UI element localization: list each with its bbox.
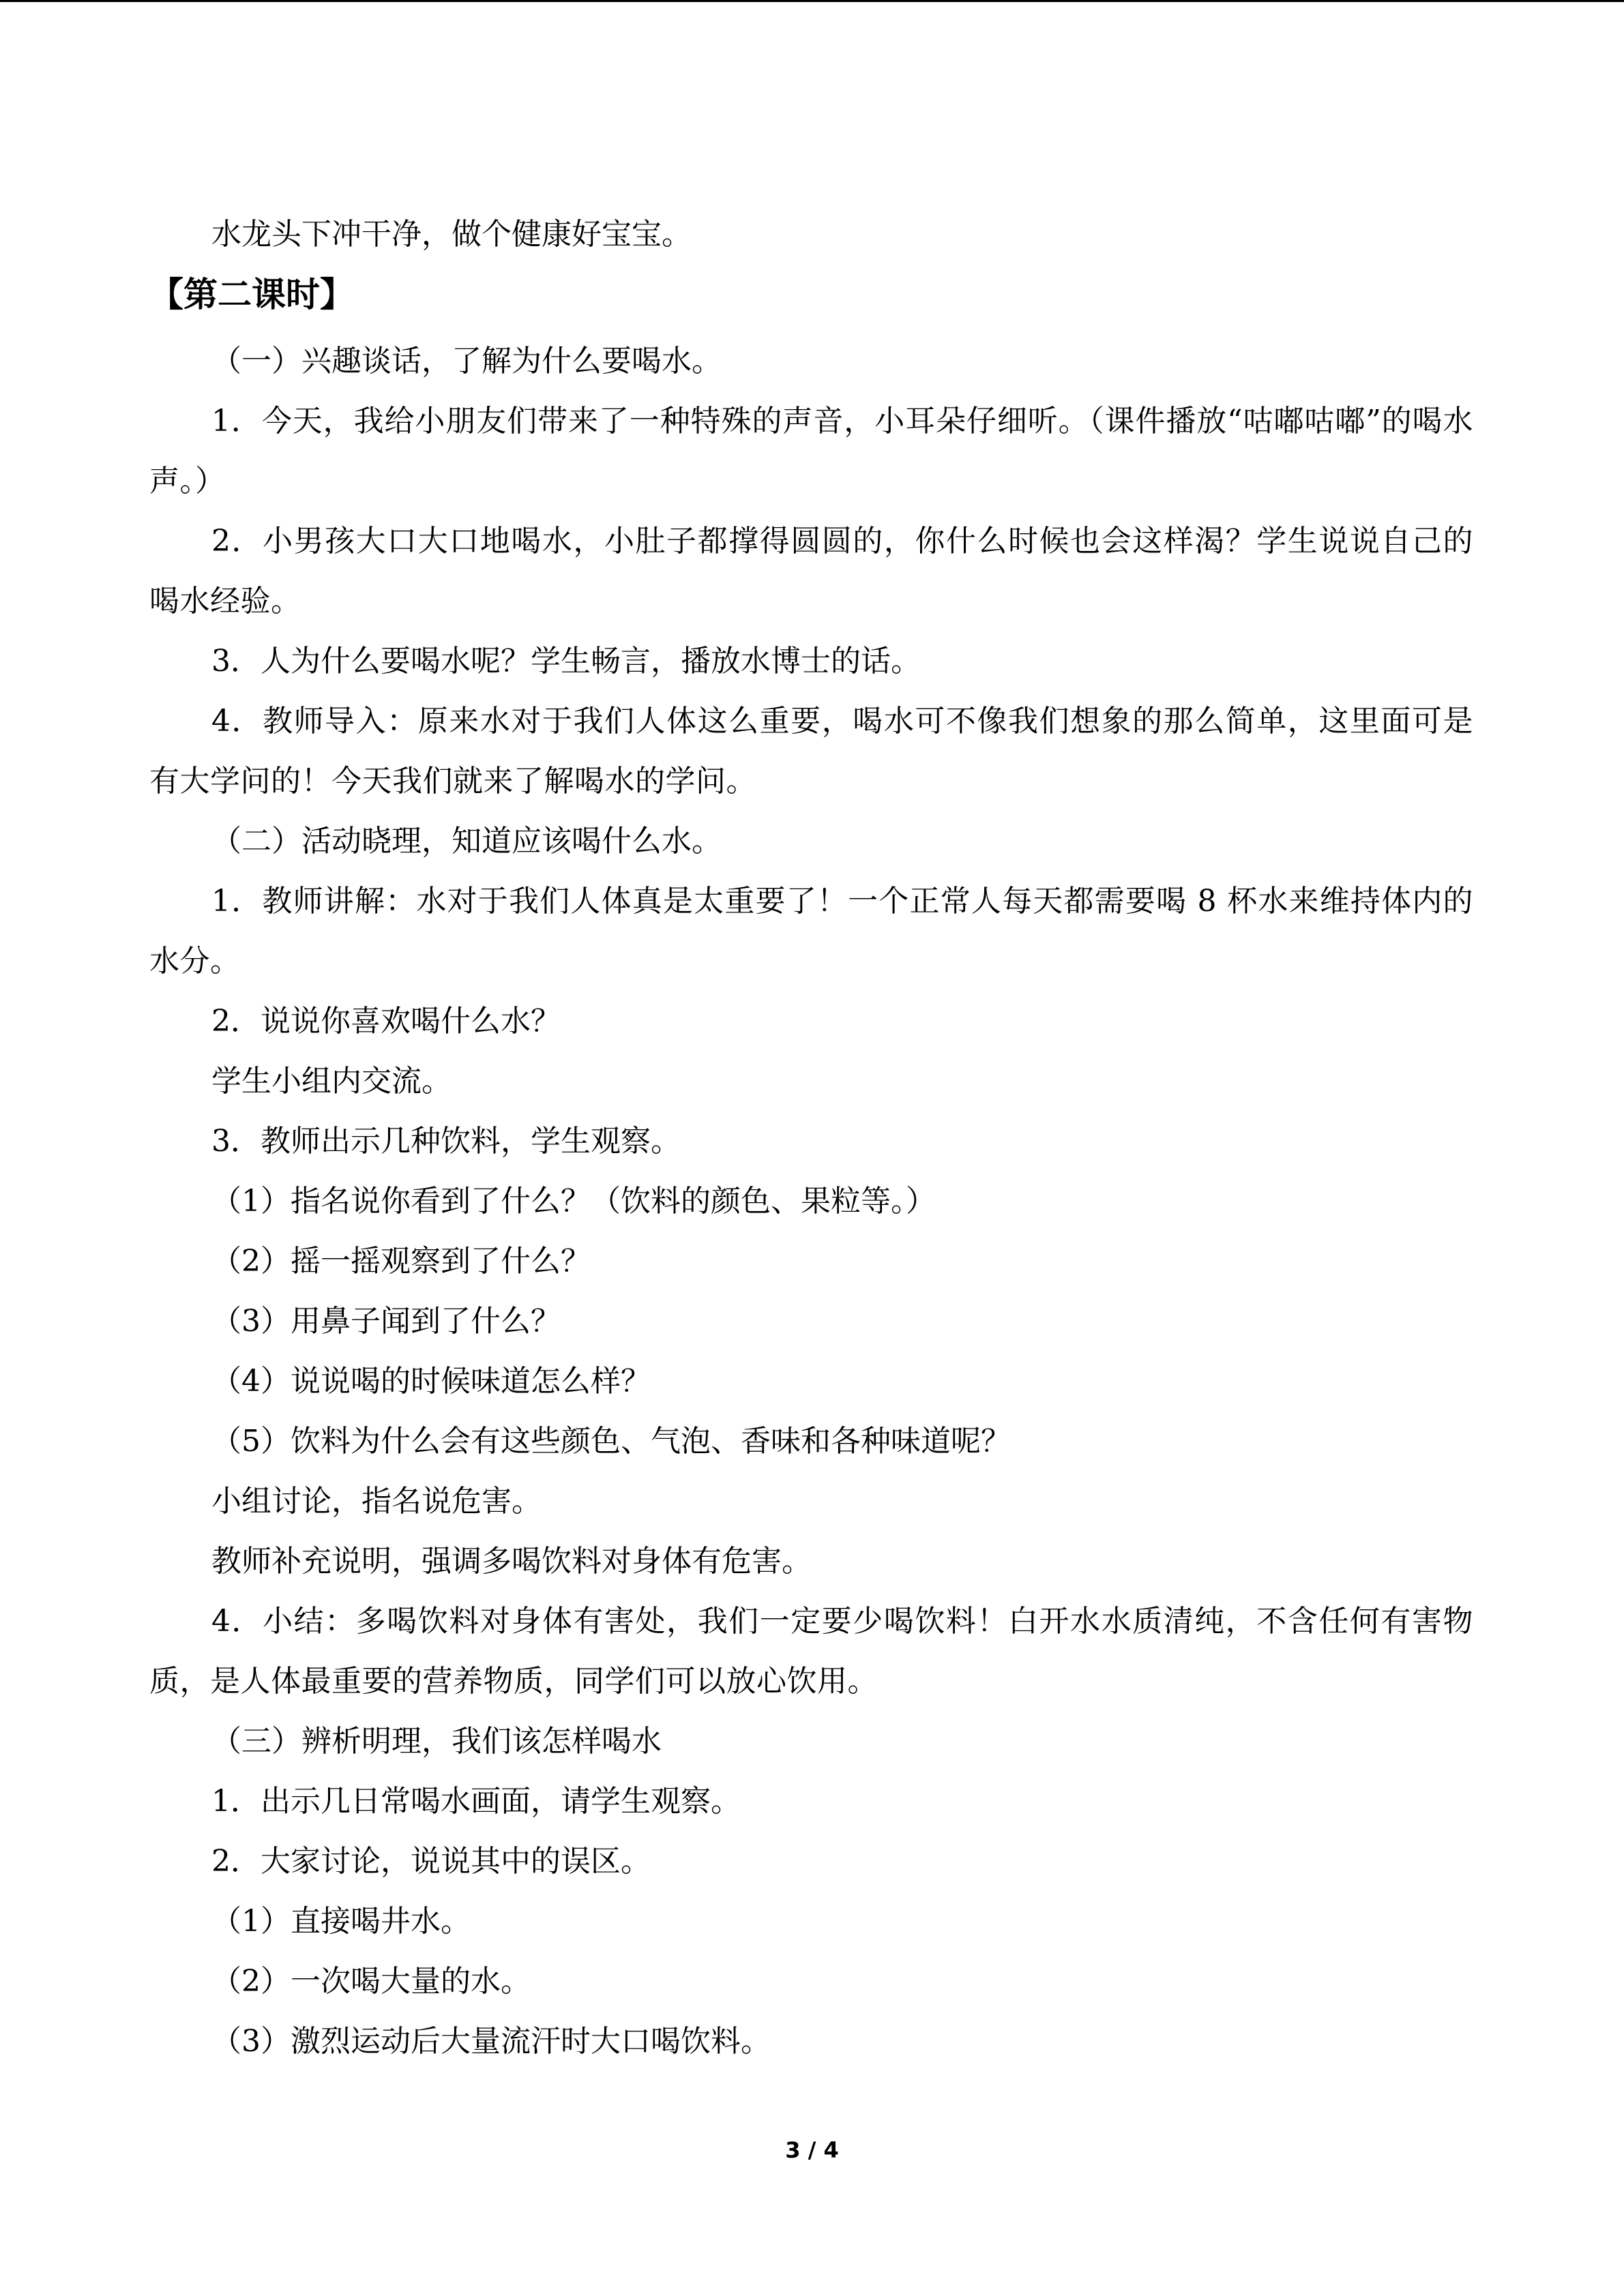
paragraph: 1．出示几日常喝水画面，请学生观察。 <box>211 1784 741 1819</box>
paragraph: 4．小结：多喝饮料对身体有害处，我们一定要少喝饮料！白开水水质清纯，不含任何有害物质，是人体最重要的营养物质，同学们可以放心饮用。 <box>149 1604 1473 1699</box>
list-item: （1）直接喝井水。 <box>211 1904 471 1939</box>
list-item: （5）饮料为什么会有这些颜色、气泡、香味和各种味道呢？ <box>211 1424 1011 1459</box>
paragraph: 2．小男孩大口大口地喝水，小肚子都撑得圆圆的，你什么时候也会这样渴？学生说说自己的喝水经验。 <box>149 524 1473 618</box>
subsection-title: （三）辨析明理，我们该怎样喝水 <box>211 1724 662 1759</box>
list-item: （1）指名说你看到了什么？（饮料的颜色、果粒等。） <box>211 1184 936 1219</box>
paragraph: 1．今天，我给小朋友们带来了一种特殊的声音，小耳朵仔细听。（课件播放“咕嘟咕嘟”的喝水声。） <box>149 404 1473 498</box>
section-heading: 【第二课时】 <box>149 275 354 314</box>
list-item: （2）一次喝大量的水。 <box>211 1964 531 1999</box>
list-item: （3）用鼻子闻到了什么？ <box>211 1304 561 1339</box>
subsection-title: （一）兴趣谈话，了解为什么要喝水。 <box>211 344 722 378</box>
page-number: 3 / 4 <box>785 2137 839 2163</box>
paragraph: 2．说说你喜欢喝什么水？ <box>211 1004 561 1039</box>
paragraph: 2．大家讨论，说说其中的误区。 <box>211 1844 651 1879</box>
paragraph: 小组讨论，指名说危害。 <box>211 1484 542 1519</box>
subsection-title: （二）活动晓理，知道应该喝什么水。 <box>211 824 722 859</box>
list-item: （2）摇一摇观察到了什么？ <box>211 1244 591 1279</box>
paragraph: 3．教师出示几种饮料，学生观察。 <box>211 1124 681 1159</box>
paragraph: 4．教师导入：原来水对于我们人体这么重要，喝水可不像我们想象的那么简单，这里面可是有大学问的！今天我们就来了解喝水的学问。 <box>149 704 1473 799</box>
page-content <box>149 205 1473 2072</box>
paragraph: 教师补充说明，强调多喝饮料对身体有危害。 <box>211 1544 812 1579</box>
list-item: （3）激烈运动后大量流汗时大口喝饮料。 <box>211 2024 771 2059</box>
paragraph: 1．教师讲解：水对于我们人体真是太重要了！一个正常人每天都需要喝 8 杯水来维持体内的水分。 <box>149 884 1473 979</box>
paragraph: 3．人为什么要喝水呢？学生畅言，播放水博士的话。 <box>211 644 921 679</box>
list-item: （4）说说喝的时候味道怎么样？ <box>211 1364 651 1399</box>
top-border-line <box>0 0 1624 2</box>
paragraph: 学生小组内交流。 <box>211 1064 452 1099</box>
paragraph: 水龙头下冲干净，做个健康好宝宝。 <box>211 217 692 252</box>
